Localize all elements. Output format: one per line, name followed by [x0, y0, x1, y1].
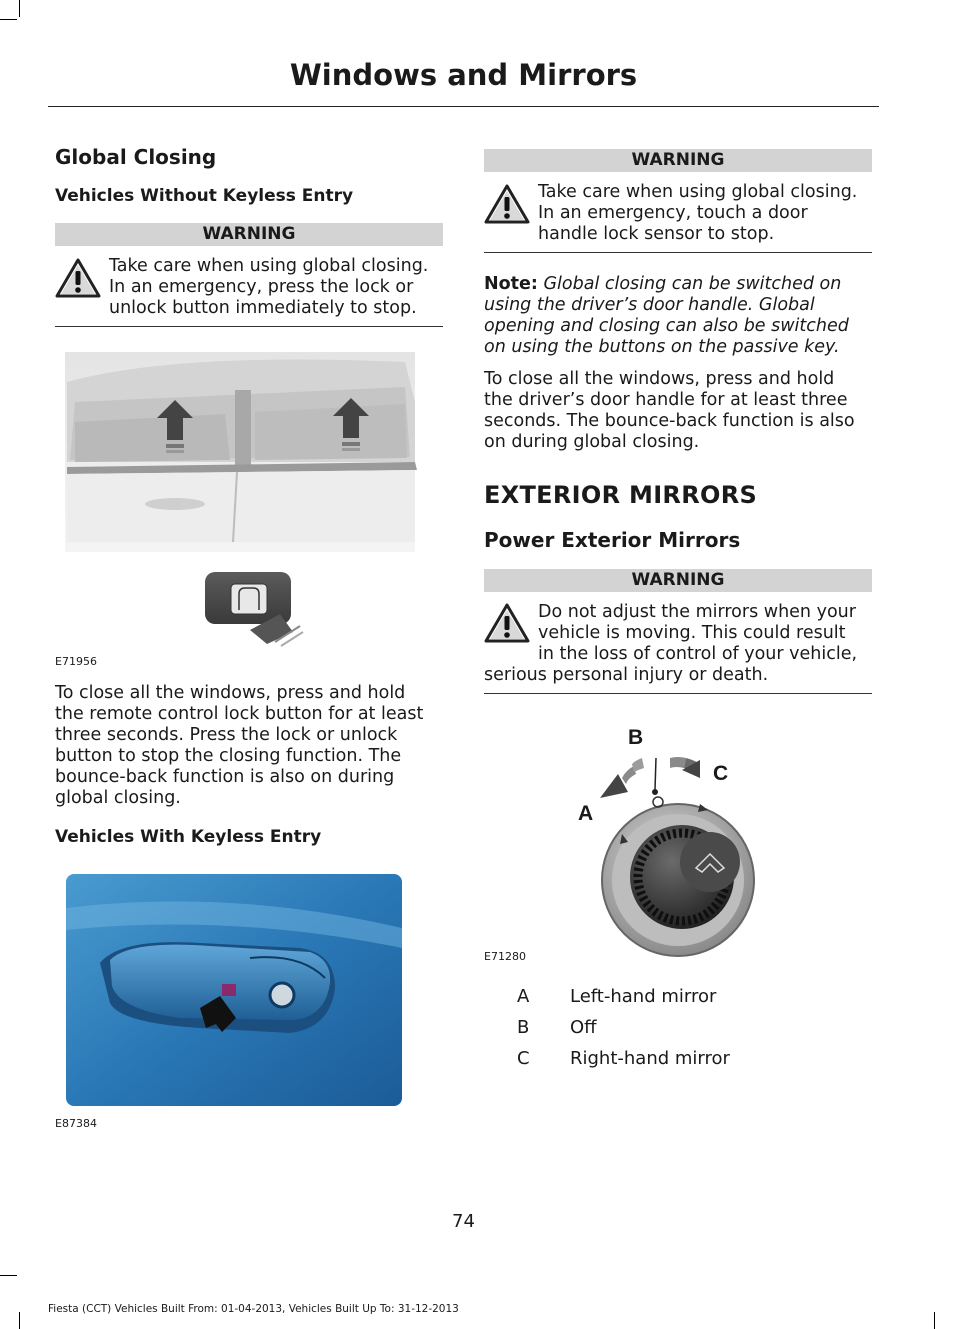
- page-number: 74: [452, 1211, 475, 1232]
- legend-label: Right-hand mirror: [570, 1048, 730, 1069]
- subtitle-without-keyless: Vehicles Without Keyless Entry: [55, 186, 354, 206]
- figure-code: E71280: [484, 950, 526, 963]
- subtitle-power-exterior-mirrors: Power Exterior Mirrors: [484, 528, 741, 552]
- page-title: Windows and Mirrors: [289, 58, 638, 92]
- warning-triangle-icon: [55, 257, 101, 299]
- paragraph-door-handle-closing: To close all the windows, press and hold the driver’s door handle for at least three seconds. The bounce-back function is also on during global closing.: [484, 369, 855, 452]
- figure-code: E71956: [55, 655, 97, 668]
- figure-label-b: B: [628, 726, 644, 749]
- legend-label: Off: [570, 1017, 597, 1038]
- car-windows-illustration: [55, 342, 425, 652]
- title-divider: [48, 106, 879, 107]
- note-label: Note:: [484, 274, 538, 294]
- warning-text: Do not adjust the mirrors when your vehicle is moving. This could result in the loss of control of your vehicle,: [538, 602, 858, 664]
- figure-label-c: C: [713, 762, 729, 785]
- paragraph-remote-closing: To close all the windows, press and hold the remote control lock button for at least three seconds. Press the lock or unlock button to stop the closing function. The bounce-back function is also on during global closing.: [55, 683, 424, 808]
- legend-key: C: [517, 1048, 530, 1069]
- legend-key: B: [517, 1017, 530, 1038]
- footer-text: Fiesta (CCT) Vehicles Built From: 01-04-2013, Vehicles Built Up To: 31-12-2013: [48, 1303, 459, 1315]
- subtitle-with-keyless: Vehicles With Keyless Entry: [55, 827, 322, 847]
- mirror-control-illustration: [570, 722, 770, 964]
- warning-divider: [484, 693, 872, 694]
- warning-text: Take care when using global closing. In an emergency, touch a door handle lock sensor to stop.: [538, 182, 858, 244]
- warning-label: WARNING: [484, 569, 872, 592]
- legend-key: A: [517, 986, 530, 1007]
- crop-mark: [0, 1275, 17, 1276]
- warning-triangle-icon: [484, 602, 530, 644]
- legend-label: Left-hand mirror: [570, 986, 717, 1007]
- warning-text: Take care when using global closing. In an emergency, press the lock or unlock button immediately to stop.: [109, 256, 429, 318]
- warning-divider: [55, 326, 443, 327]
- crop-mark: [19, 0, 20, 17]
- warning-label: WARNING: [55, 223, 443, 246]
- warning-divider: [484, 252, 872, 253]
- door-handle-illustration: [60, 868, 408, 1112]
- figure-label-a: A: [578, 802, 594, 825]
- crop-mark: [934, 1312, 935, 1329]
- warning-triangle-icon: [484, 183, 530, 225]
- note-global-closing: Note: Global closing can be switched on using the driver’s door handle. Global opening and closing can also be switched on using the buttons on the passive key.: [484, 274, 849, 357]
- section-title-global-closing: Global Closing: [55, 145, 217, 169]
- crop-mark: [19, 1312, 20, 1329]
- crop-mark: [0, 19, 17, 20]
- warning-label: WARNING: [484, 149, 872, 172]
- right-arrow-icon: [670, 757, 700, 778]
- section-title-exterior-mirrors: EXTERIOR MIRRORS: [484, 481, 758, 509]
- figure-code: E87384: [55, 1117, 97, 1130]
- warning-text-continued: serious personal injury or death.: [484, 665, 769, 685]
- left-arrow-icon: [600, 758, 644, 798]
